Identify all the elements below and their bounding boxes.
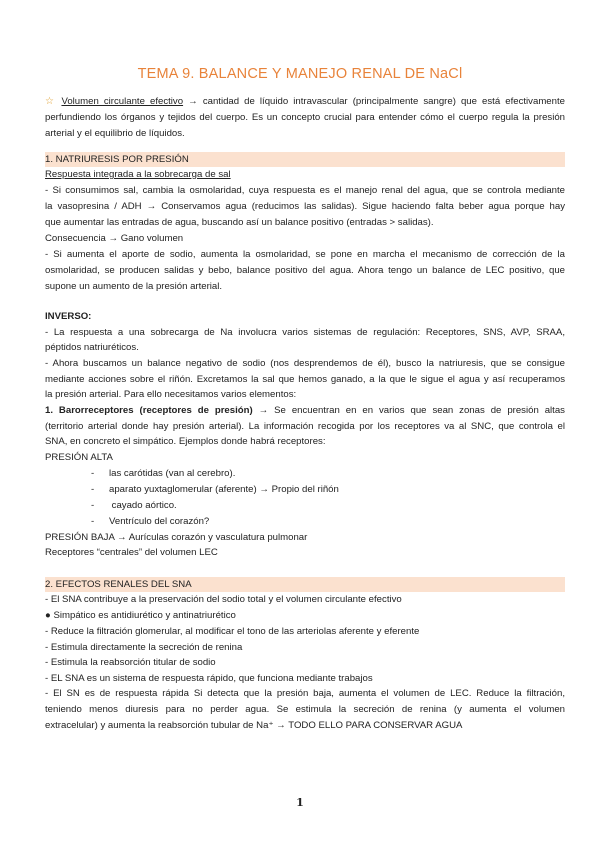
- p4-line-2: mediante acciones sobre el riñón. Excretamos la sal que hemos ganado, a la que le sigue el agua y así recuperamos: [45, 374, 565, 385]
- p1-line-2: la vasopresina / ADH → Conservamos agua (reducimos las salidas). Sigue haciendo falta beber agua porque hay: [45, 201, 565, 212]
- list-item: Ventrículo del corazón?: [109, 516, 210, 527]
- p1-line-1: - Si consumimos sal, cambia la osmolaridad, cuya respuesta es el manejo renal del agua, que se controla mediante: [45, 185, 565, 196]
- baro-title: 1. Barorreceptores (receptores de presión): [45, 405, 253, 416]
- s2-line: - Estimula directamente la secreción de renina: [45, 642, 243, 653]
- s2-line: - EL SNA es un sistema de respuesta rápido, que funciona mediante trabajos: [45, 673, 373, 684]
- intro-term: Volumen circulante efectivo: [61, 96, 184, 107]
- presion-alta-label: PRESIÓN ALTA: [45, 452, 113, 463]
- page-number: 1: [296, 796, 304, 809]
- intro-text: cantidad de líquido intravascular (principalmente sangre) que está efectivamente: [202, 96, 565, 107]
- p4-line-1: - Ahora buscamos un balance negativo de sodio (nos desprendemos de él), busco la natriuresis, que se consigue: [45, 358, 565, 369]
- s2-last-line-1: - El SN es de respuesta rápida Si detecta que la presión baja, aumenta el volumen de LEC. Reduce la filtración,: [45, 688, 565, 699]
- p3-line-2: péptidos natriuréticos.: [45, 342, 139, 353]
- baro-line-2: (territorio arterial donde hay presión arterial). La información recogida por los receptores va al SNC, que controla el: [45, 421, 565, 432]
- list-item: las carótidas (van al cerebro).: [109, 468, 236, 479]
- arrow: →: [188, 96, 198, 107]
- s2-line: ● Simpático es antidiurético y antinatriurético: [45, 610, 236, 621]
- inverso-label: INVERSO:: [45, 311, 92, 322]
- p4-line-3: la presión arterial. Para ello necesitamos varios elementos:: [45, 389, 297, 400]
- baro-line-3: SNA, en concreto el simpático. Ejemplos donde habrá receptores:: [45, 436, 326, 447]
- receptores-centrales: Receptores “centrales” del volumen LEC: [45, 547, 218, 558]
- section-subtitle: Respuesta integrada a la sobrecarga de sal: [45, 169, 231, 180]
- bullet-dash: -: [91, 516, 95, 527]
- p2-line-2: osmolaridad, se producen salidas y bebo, balance positivo del agua. Ahora tengo un balance de LEC positivo, que: [45, 265, 565, 276]
- s2-line: - Reduce la filtración glomerular, al modificar el tono de las arteriolas aferente y eferente: [45, 626, 420, 637]
- page-title: TEMA 9. BALANCE Y MANEJO RENAL DE NaCl: [137, 66, 463, 82]
- bullet-dash: -: [91, 484, 95, 495]
- s2-line: - El SNA contribuye a la preservación del sodio total y el volumen circulante efectivo: [45, 594, 402, 605]
- presion-baja: PRESIÓN BAJA → Aurículas corazón y vasculatura pulmonar: [45, 532, 308, 543]
- bullet-dash: -: [91, 500, 95, 511]
- p2-line-3: supone un aumento de la presión arterial.: [45, 281, 223, 292]
- list-item: cayado aórtico.: [109, 500, 177, 511]
- star-icon: ☆: [45, 96, 57, 107]
- p2-line-1: - Si aumenta el aporte de sodio, aumenta la osmolaridad, se pone en marcha el mecanismo de corrección de la: [45, 249, 565, 260]
- p1-line-3: que aumentar las entradas de agua, buscando así un balance positivo (entradas > salidas).: [45, 217, 434, 228]
- intro-line-2: perfundiendo los órganos y tejidos del cuerpo. Es un concepto crucial para entender cómo el cuerpo regula la presión: [45, 112, 565, 123]
- s2-line: - Estimula la reabsorción titular de sodio: [45, 657, 216, 668]
- p3-line-1: - La respuesta a una sobrecarga de Na involucra varios sistemas de regulación: Receptores, SNS, AVP, SRAA,: [45, 327, 565, 338]
- list-item: aparato yuxtaglomerular (aferente) → Propio del riñón: [109, 484, 339, 495]
- consecuencia: Consecuencia → Gano volumen: [45, 233, 184, 244]
- s2-last-line-3: extracelular) y aumenta la reabsorción tubular de Na⁺ → TODO ELLO PARA CONSERVAR AGUA: [45, 720, 463, 731]
- section-header-1: 1. NATRIURESIS POR PRESIÓN: [45, 152, 565, 167]
- intro-line-3: arterial y el equilibrio de líquidos.: [45, 128, 185, 139]
- baro-text: → Se encuentran en en varios que sean zonas de presión altas: [258, 405, 565, 416]
- bullet-dash: -: [91, 468, 95, 479]
- section-header-2: 2. EFECTOS RENALES DEL SNA: [45, 577, 565, 592]
- s2-last-line-2: teniendo menos diuresis para no perder agua. Se estimula la secreción de renina (y aumenta el volumen: [45, 704, 565, 715]
